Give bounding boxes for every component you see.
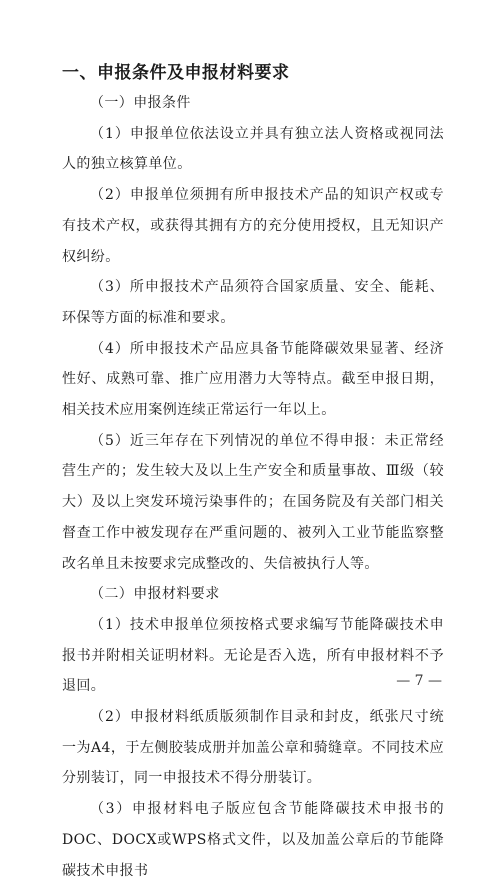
page-number: — 7 —: [396, 673, 442, 689]
subheading-application-conditions: （一）申报条件: [90, 95, 191, 111]
paragraph-condition-4: （4）所申报技术产品应具备节能降碳效果显著、经济性好、成熟可靠、推广应用潜力大等特点。截至申报日期，相关技术应用案例连续正常运行一年以上。: [62, 340, 444, 419]
paragraph-condition-3: （3）所申报技术产品须符合国家质量、安全、能耗、环保等方面的标准和要求。: [62, 279, 444, 326]
paragraph-condition-5: （5）近三年存在下列情况的单位不得申报：未正常经营生产的；发生较大及以上生产安全和质量事故、Ⅲ级（较大）及以上突发环境污染事件的；在国务院及有关部门相关督查工作中被发现存在严重问题的、被列入工业节能监察整改名单且未按要求完成整改的、失信被执行人等。: [62, 432, 444, 572]
paragraph-condition-2: （2）申报单位须拥有所申报技术产品的知识产权或专有技术产权，或获得其拥有方的充分使用授权，且无知识产权纠纷。: [62, 187, 444, 265]
section-heading: 一、申报条件及申报材料要求: [62, 63, 290, 83]
paragraph-material-3: （3）申报材料电子版应包含节能降碳技术申报书的DOC、DOCX或WPS格式文件，以及加盖公章后的节能降碳技术申报书: [62, 801, 444, 879]
paragraph-material-2: （2）申报材料纸质版须制作目录和封皮，纸张尺寸统一为A4，于左侧胶装成册并加盖公章和骑缝章。不同技术应分别装订，同一申报技术不得分册装订。: [62, 709, 444, 787]
paragraph-material-1: （1）技术申报单位须按格式要求编写节能降碳技术申报书并附相关证明材料。无论是否入选，所有申报材料不予退回。: [62, 616, 444, 695]
subheading-material-requirements: （二）申报材料要求: [90, 586, 220, 603]
paragraph-condition-1: （1）申报单位依法设立并具有独立法人资格或视同法人的独立核算单位。: [62, 125, 444, 173]
document-body: [62, 88, 444, 886]
